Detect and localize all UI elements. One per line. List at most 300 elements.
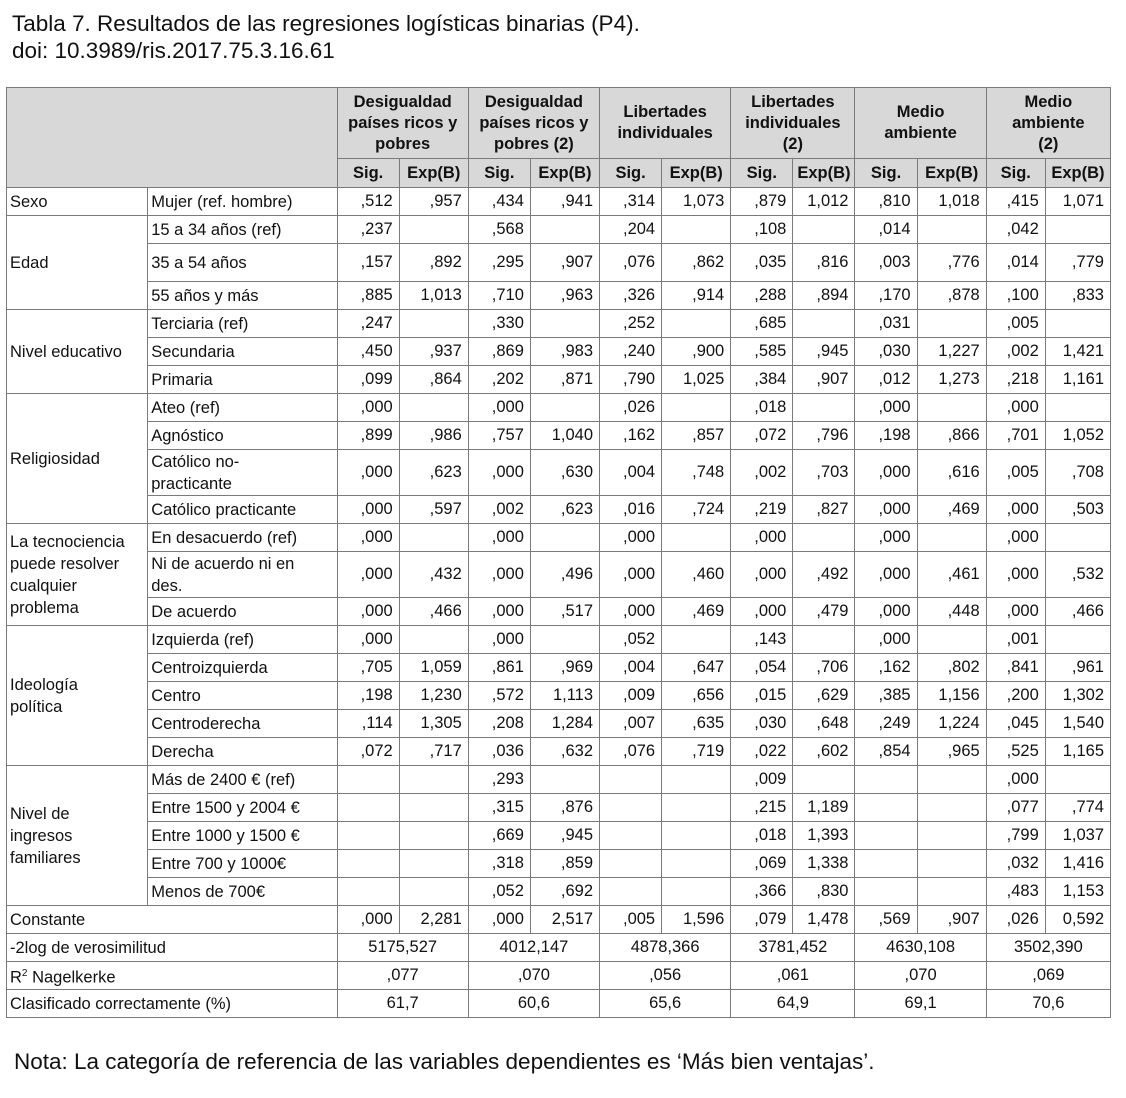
sig-header: Sig. bbox=[731, 159, 793, 188]
category-label-line: Centroderecha bbox=[151, 714, 261, 733]
sig-value: ,099 bbox=[337, 366, 399, 394]
table-row bbox=[7, 496, 1111, 524]
summary-value: 60,6 bbox=[468, 990, 599, 1018]
sig-value bbox=[337, 878, 399, 906]
sig-value: ,052 bbox=[600, 626, 662, 654]
variable-label-line: Nivel de bbox=[10, 804, 70, 823]
sig-value: ,000 bbox=[731, 524, 793, 552]
expb-value bbox=[917, 524, 986, 552]
expb-value: ,961 bbox=[1045, 654, 1110, 682]
expb-value: 1,596 bbox=[662, 906, 731, 934]
sig-value bbox=[855, 766, 917, 794]
model-header bbox=[731, 88, 855, 159]
sig-value: ,000 bbox=[468, 598, 530, 626]
sig-value: ,810 bbox=[855, 188, 917, 216]
expb-value: ,857 bbox=[662, 422, 731, 450]
variable-label bbox=[7, 394, 148, 524]
expb-value: ,969 bbox=[530, 654, 599, 682]
expb-value: 2,517 bbox=[530, 906, 599, 934]
expb-value bbox=[530, 766, 599, 794]
sig-value: ,022 bbox=[731, 738, 793, 766]
sig-header: Sig. bbox=[468, 159, 530, 188]
expb-value bbox=[662, 850, 731, 878]
table-row bbox=[7, 710, 1111, 738]
model-header-line: Libertades bbox=[751, 92, 835, 111]
expb-value: ,719 bbox=[662, 738, 731, 766]
variable-label bbox=[7, 310, 148, 394]
expb-value bbox=[793, 766, 855, 794]
sig-header: Sig. bbox=[855, 159, 917, 188]
summary-value: ,056 bbox=[600, 962, 731, 990]
model-header-line: países ricos y bbox=[348, 113, 458, 132]
expb-value: ,532 bbox=[1045, 552, 1110, 598]
sig-value: ,569 bbox=[855, 906, 917, 934]
expb-value: 1,165 bbox=[1045, 738, 1110, 766]
table-row bbox=[7, 878, 1111, 906]
sig-value: ,036 bbox=[468, 738, 530, 766]
table-row bbox=[7, 654, 1111, 682]
expb-header: Exp(B) bbox=[399, 159, 468, 188]
sig-value: ,072 bbox=[337, 738, 399, 766]
sig-value: ,072 bbox=[731, 422, 793, 450]
category-label bbox=[148, 496, 337, 524]
expb-value: ,461 bbox=[917, 552, 986, 598]
sig-value: ,000 bbox=[986, 552, 1045, 598]
expb-value: 0,592 bbox=[1045, 906, 1110, 934]
sig-value: ,249 bbox=[855, 710, 917, 738]
expb-value: ,469 bbox=[662, 598, 731, 626]
table-row bbox=[7, 338, 1111, 366]
sig-value: ,000 bbox=[986, 524, 1045, 552]
expb-value: ,871 bbox=[530, 366, 599, 394]
expb-value: 1,284 bbox=[530, 710, 599, 738]
sig-value: ,000 bbox=[337, 450, 399, 496]
sig-value bbox=[337, 822, 399, 850]
category-label-line: Mujer (ref. hombre) bbox=[151, 192, 293, 211]
expb-value: ,862 bbox=[662, 244, 731, 282]
expb-value bbox=[399, 878, 468, 906]
expb-value: ,802 bbox=[917, 654, 986, 682]
sig-value: ,415 bbox=[986, 188, 1045, 216]
summary-value: 4630,108 bbox=[855, 934, 986, 962]
variable-label-line: Nivel educativo bbox=[10, 342, 122, 361]
sig-value: ,701 bbox=[986, 422, 1045, 450]
expb-value: ,632 bbox=[530, 738, 599, 766]
expb-value: ,876 bbox=[530, 794, 599, 822]
sig-value: ,000 bbox=[855, 496, 917, 524]
sig-value: ,000 bbox=[600, 524, 662, 552]
expb-value bbox=[530, 524, 599, 552]
expb-value bbox=[917, 216, 986, 244]
expb-value: ,907 bbox=[917, 906, 986, 934]
expb-value: ,703 bbox=[793, 450, 855, 496]
sig-value bbox=[600, 878, 662, 906]
expb-value: 1,012 bbox=[793, 188, 855, 216]
category-label-line: Entre 700 y 1000€ bbox=[151, 854, 287, 873]
constant-label: Constante bbox=[7, 906, 338, 934]
category-label-line: De acuerdo bbox=[151, 602, 237, 621]
expb-value: 1,113 bbox=[530, 682, 599, 710]
category-label-line: Entre 1500 y 2004 € bbox=[151, 798, 300, 817]
category-label-line: Entre 1000 y 1500 € bbox=[151, 826, 300, 845]
category-label bbox=[148, 710, 337, 738]
summary-value: 70,6 bbox=[986, 990, 1110, 1018]
sig-value: ,000 bbox=[337, 496, 399, 524]
category-label-line: Centro bbox=[151, 686, 201, 705]
sig-value bbox=[600, 822, 662, 850]
sig-value: ,002 bbox=[468, 496, 530, 524]
sig-value: ,318 bbox=[468, 850, 530, 878]
sig-value: ,007 bbox=[600, 710, 662, 738]
expb-value: ,692 bbox=[530, 878, 599, 906]
sig-value: ,200 bbox=[986, 682, 1045, 710]
sig-value: ,000 bbox=[468, 394, 530, 422]
category-label-line: 15 a 34 años (ref) bbox=[151, 220, 282, 239]
sig-value: ,031 bbox=[855, 310, 917, 338]
sig-value: ,000 bbox=[337, 552, 399, 598]
model-header bbox=[986, 88, 1110, 159]
sig-value: ,000 bbox=[986, 496, 1045, 524]
expb-value: 1,161 bbox=[1045, 366, 1110, 394]
expb-value: ,708 bbox=[1045, 450, 1110, 496]
sig-value: ,000 bbox=[337, 524, 399, 552]
expb-value: 1,153 bbox=[1045, 878, 1110, 906]
sig-value: ,288 bbox=[731, 282, 793, 310]
expb-value: ,833 bbox=[1045, 282, 1110, 310]
category-label bbox=[148, 366, 337, 394]
expb-value: ,816 bbox=[793, 244, 855, 282]
category-label bbox=[148, 552, 337, 598]
model-header-line: ambiente bbox=[1012, 113, 1085, 132]
category-label bbox=[148, 216, 337, 244]
summary-label-rest: Nagelkerke bbox=[27, 968, 116, 987]
sig-value: ,069 bbox=[731, 850, 793, 878]
category-label bbox=[148, 794, 337, 822]
summary-value: 3781,452 bbox=[731, 934, 855, 962]
variable-label bbox=[7, 626, 148, 766]
sig-value: ,000 bbox=[986, 394, 1045, 422]
category-label bbox=[148, 394, 337, 422]
sig-value: ,790 bbox=[600, 366, 662, 394]
sig-value: ,450 bbox=[337, 338, 399, 366]
sig-value: ,005 bbox=[986, 450, 1045, 496]
summary-value: 61,7 bbox=[337, 990, 468, 1018]
model-header-line: pobres (2) bbox=[494, 134, 574, 153]
sig-value: ,669 bbox=[468, 822, 530, 850]
variable-label bbox=[7, 766, 148, 906]
sig-value: ,076 bbox=[600, 244, 662, 282]
sig-value: ,218 bbox=[986, 366, 1045, 394]
sig-value bbox=[855, 878, 917, 906]
table-row bbox=[7, 598, 1111, 626]
model-header bbox=[855, 88, 986, 159]
variable-label-line: Religiosidad bbox=[10, 449, 100, 468]
category-label bbox=[148, 338, 337, 366]
expb-value: 1,025 bbox=[662, 366, 731, 394]
model-header-line: Desigualdad bbox=[484, 92, 583, 111]
expb-header: Exp(B) bbox=[917, 159, 986, 188]
expb-value: 2,281 bbox=[399, 906, 468, 934]
sig-value bbox=[337, 766, 399, 794]
variable-label-line: La tecnociencia bbox=[10, 532, 125, 551]
expb-header: Exp(B) bbox=[530, 159, 599, 188]
table-row bbox=[7, 366, 1111, 394]
sig-value: ,705 bbox=[337, 654, 399, 682]
expb-value: 1,013 bbox=[399, 282, 468, 310]
sig-value: ,568 bbox=[468, 216, 530, 244]
variable-label-line: cualquier bbox=[10, 576, 77, 595]
expb-value: 1,338 bbox=[793, 850, 855, 878]
sig-value: ,525 bbox=[986, 738, 1045, 766]
sig-value: ,252 bbox=[600, 310, 662, 338]
expb-value bbox=[662, 310, 731, 338]
expb-value bbox=[530, 394, 599, 422]
expb-value: ,907 bbox=[793, 366, 855, 394]
sig-value: ,585 bbox=[731, 338, 793, 366]
sig-value: ,170 bbox=[855, 282, 917, 310]
variable-label-line: puede resolver bbox=[10, 554, 120, 573]
expb-value: ,878 bbox=[917, 282, 986, 310]
summary-label: -2log de verosimilitud bbox=[7, 934, 338, 962]
category-label-line: Más de 2400 € (ref) bbox=[151, 770, 296, 789]
expb-value bbox=[1045, 524, 1110, 552]
expb-value: ,914 bbox=[662, 282, 731, 310]
sig-value: ,854 bbox=[855, 738, 917, 766]
expb-value: ,517 bbox=[530, 598, 599, 626]
sig-value: ,198 bbox=[855, 422, 917, 450]
expb-value: ,623 bbox=[399, 450, 468, 496]
sig-value: ,000 bbox=[855, 394, 917, 422]
expb-value: ,432 bbox=[399, 552, 468, 598]
category-label-line: des. bbox=[151, 576, 183, 595]
table-row bbox=[7, 552, 1111, 598]
table-row bbox=[7, 822, 1111, 850]
header-blank-cell bbox=[7, 88, 338, 188]
expb-value bbox=[662, 524, 731, 552]
expb-value bbox=[399, 310, 468, 338]
summary-value: 3502,390 bbox=[986, 934, 1110, 962]
category-label bbox=[148, 682, 337, 710]
sig-value: ,035 bbox=[731, 244, 793, 282]
expb-value bbox=[1045, 626, 1110, 654]
expb-value: ,623 bbox=[530, 496, 599, 524]
expb-header: Exp(B) bbox=[793, 159, 855, 188]
expb-value bbox=[399, 794, 468, 822]
expb-value bbox=[917, 310, 986, 338]
category-label bbox=[148, 738, 337, 766]
expb-value: 1,540 bbox=[1045, 710, 1110, 738]
expb-value: ,894 bbox=[793, 282, 855, 310]
table-row bbox=[7, 524, 1111, 552]
expb-value: 1,156 bbox=[917, 682, 986, 710]
sig-value: ,293 bbox=[468, 766, 530, 794]
category-label-line: Secundaria bbox=[151, 342, 235, 361]
sig-value: ,001 bbox=[986, 626, 1045, 654]
sig-value: ,162 bbox=[855, 654, 917, 682]
variable-label bbox=[7, 188, 148, 216]
sig-value bbox=[855, 850, 917, 878]
variable-label-line: Sexo bbox=[10, 192, 48, 211]
table-row bbox=[7, 906, 1111, 934]
sig-value: ,237 bbox=[337, 216, 399, 244]
expb-header: Exp(B) bbox=[662, 159, 731, 188]
sig-value: ,004 bbox=[600, 654, 662, 682]
sig-value bbox=[600, 850, 662, 878]
expb-value: ,479 bbox=[793, 598, 855, 626]
model-header-line: Medio bbox=[896, 103, 945, 121]
sig-header: Sig. bbox=[337, 159, 399, 188]
table-caption bbox=[12, 10, 640, 64]
variable-label-line: ingresos bbox=[10, 826, 73, 845]
sig-value: ,330 bbox=[468, 310, 530, 338]
sig-value: ,219 bbox=[731, 496, 793, 524]
sig-value: ,326 bbox=[600, 282, 662, 310]
category-label-line: Ateo (ref) bbox=[151, 398, 221, 417]
expb-value bbox=[662, 794, 731, 822]
summary-value: ,061 bbox=[731, 962, 855, 990]
expb-value bbox=[1045, 216, 1110, 244]
sig-value bbox=[855, 822, 917, 850]
expb-value: ,774 bbox=[1045, 794, 1110, 822]
sig-value: ,483 bbox=[986, 878, 1045, 906]
sig-value: ,000 bbox=[337, 906, 399, 934]
model-header-line: (2) bbox=[1038, 134, 1059, 153]
model-header-line: ambiente bbox=[884, 124, 957, 142]
expb-value: ,717 bbox=[399, 738, 468, 766]
sig-value: ,202 bbox=[468, 366, 530, 394]
expb-value: 1,071 bbox=[1045, 188, 1110, 216]
expb-value: 1,421 bbox=[1045, 338, 1110, 366]
summary-label: Clasificado correctamente (%) bbox=[7, 990, 338, 1018]
expb-value bbox=[793, 216, 855, 244]
summary-value: 5175,527 bbox=[337, 934, 468, 962]
expb-value: 1,224 bbox=[917, 710, 986, 738]
category-label bbox=[148, 188, 337, 216]
expb-value: ,986 bbox=[399, 422, 468, 450]
category-label-line: Izquierda (ref) bbox=[151, 630, 254, 649]
category-label bbox=[148, 422, 337, 450]
expb-value bbox=[530, 216, 599, 244]
sig-value: ,247 bbox=[337, 310, 399, 338]
sig-value: ,000 bbox=[731, 598, 793, 626]
sig-value: ,799 bbox=[986, 822, 1045, 850]
expb-value: ,706 bbox=[793, 654, 855, 682]
sig-value: ,009 bbox=[600, 682, 662, 710]
expb-value bbox=[399, 626, 468, 654]
expb-value: ,492 bbox=[793, 552, 855, 598]
summary-value: ,069 bbox=[986, 962, 1110, 990]
sig-value: ,005 bbox=[986, 310, 1045, 338]
expb-value: ,983 bbox=[530, 338, 599, 366]
expb-value: 1,227 bbox=[917, 338, 986, 366]
category-label bbox=[148, 310, 337, 338]
sig-value: ,054 bbox=[731, 654, 793, 682]
expb-value bbox=[1045, 394, 1110, 422]
expb-value: 1,018 bbox=[917, 188, 986, 216]
expb-value bbox=[917, 766, 986, 794]
sig-value: ,014 bbox=[986, 244, 1045, 282]
sig-value: ,045 bbox=[986, 710, 1045, 738]
category-label-line: 55 años y más bbox=[151, 286, 259, 305]
table-row bbox=[7, 738, 1111, 766]
expb-value: ,907 bbox=[530, 244, 599, 282]
category-label bbox=[148, 878, 337, 906]
superscript: 2 bbox=[21, 967, 28, 979]
category-label-line: Primaria bbox=[151, 370, 213, 389]
category-label bbox=[148, 626, 337, 654]
variable-label bbox=[7, 216, 148, 310]
category-label-line: En desacuerdo (ref) bbox=[151, 528, 298, 547]
variable-label-line: problema bbox=[10, 598, 79, 617]
table-row bbox=[7, 682, 1111, 710]
sig-header: Sig. bbox=[986, 159, 1045, 188]
sig-value: ,000 bbox=[468, 906, 530, 934]
expb-value bbox=[917, 822, 986, 850]
sig-value: ,240 bbox=[600, 338, 662, 366]
expb-value bbox=[662, 216, 731, 244]
variable-label-line: Edad bbox=[10, 253, 49, 272]
sig-value: ,000 bbox=[468, 626, 530, 654]
expb-value: ,866 bbox=[917, 422, 986, 450]
model-header bbox=[600, 88, 731, 159]
category-label bbox=[148, 654, 337, 682]
expb-value bbox=[1045, 310, 1110, 338]
expb-value: ,957 bbox=[399, 188, 468, 216]
sig-value: ,162 bbox=[600, 422, 662, 450]
summary-value: 69,1 bbox=[855, 990, 986, 1018]
variable-label bbox=[7, 524, 148, 626]
sig-value: ,000 bbox=[731, 552, 793, 598]
sig-value: ,026 bbox=[600, 394, 662, 422]
sig-value: ,366 bbox=[731, 878, 793, 906]
sig-value: ,869 bbox=[468, 338, 530, 366]
category-label bbox=[148, 766, 337, 794]
summary-value: 4878,366 bbox=[600, 934, 731, 962]
expb-value: ,503 bbox=[1045, 496, 1110, 524]
summary-row bbox=[7, 990, 1111, 1018]
sig-value: ,077 bbox=[986, 794, 1045, 822]
sig-value: ,861 bbox=[468, 654, 530, 682]
expb-value: ,941 bbox=[530, 188, 599, 216]
sig-value: ,710 bbox=[468, 282, 530, 310]
expb-value: ,466 bbox=[399, 598, 468, 626]
sig-value: ,079 bbox=[731, 906, 793, 934]
expb-value bbox=[662, 878, 731, 906]
expb-value bbox=[399, 850, 468, 878]
sig-value bbox=[600, 766, 662, 794]
sig-value: ,042 bbox=[986, 216, 1045, 244]
table-row bbox=[7, 310, 1111, 338]
caption-title: Tabla 7. Resultados de las regresiones logísticas binarias (P4). bbox=[12, 11, 640, 36]
sig-value: ,015 bbox=[731, 682, 793, 710]
expb-value: ,460 bbox=[662, 552, 731, 598]
table-row bbox=[7, 282, 1111, 310]
sig-value bbox=[337, 850, 399, 878]
sig-value: ,885 bbox=[337, 282, 399, 310]
expb-value: ,602 bbox=[793, 738, 855, 766]
caption-doi: doi: 10.3989/ris.2017.75.3.16.61 bbox=[12, 38, 335, 63]
expb-value: ,647 bbox=[662, 654, 731, 682]
regression-table bbox=[6, 87, 1111, 1018]
expb-value: 1,037 bbox=[1045, 822, 1110, 850]
category-label-line: Terciaria (ref) bbox=[151, 314, 249, 333]
expb-value bbox=[662, 626, 731, 654]
summary-value: ,070 bbox=[855, 962, 986, 990]
table-row bbox=[7, 244, 1111, 282]
expb-value: ,776 bbox=[917, 244, 986, 282]
expb-value: 1,189 bbox=[793, 794, 855, 822]
expb-value: ,963 bbox=[530, 282, 599, 310]
